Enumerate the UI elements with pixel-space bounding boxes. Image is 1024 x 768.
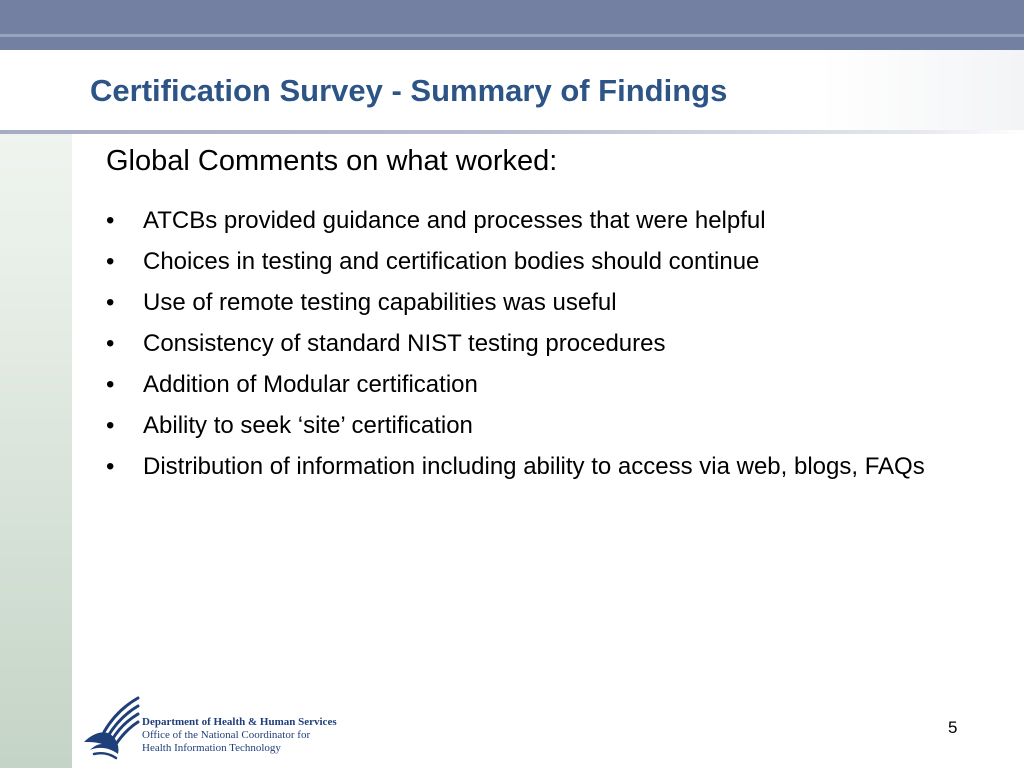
page-number: 5 xyxy=(948,718,958,737)
bullet-item xyxy=(106,450,926,483)
bullet-item xyxy=(106,409,926,442)
bullet-icon: • xyxy=(106,207,115,234)
bullet-text: ATCBs provided guidance and processes that were helpful xyxy=(143,207,766,234)
bullet-text: Addition of Modular certification xyxy=(143,371,478,398)
hhs-eagle-icon xyxy=(80,694,140,760)
bullet-text: Ability to seek ‘site’ certification xyxy=(143,412,473,439)
bullet-text: Use of remote testing capabilities was useful xyxy=(143,289,617,316)
left-gradient-strip xyxy=(0,50,72,768)
bullet-icon: • xyxy=(106,371,115,398)
bullet-icon: • xyxy=(106,289,115,316)
bullet-item xyxy=(106,245,926,278)
bullet-icon: • xyxy=(106,330,115,357)
bullet-icon: • xyxy=(106,412,115,439)
bullet-icon: • xyxy=(106,453,115,480)
org-name: Department of Health & Human Services xyxy=(142,716,337,728)
bullet-item xyxy=(106,327,926,360)
bullet-item xyxy=(106,286,926,319)
bullet-text: Choices in testing and certification bodies should continue xyxy=(143,248,760,275)
bullet-list xyxy=(106,204,926,491)
top-band-divider xyxy=(0,34,1024,37)
bullet-text: Distribution of information including ability to access via web, blogs, FAQs xyxy=(143,453,925,480)
title-underline xyxy=(0,130,1024,134)
section-heading: Global Comments on what worked: xyxy=(106,145,558,177)
org-office: Office of the National Coordinator for xyxy=(142,729,311,741)
logo-text xyxy=(142,716,337,755)
bullet-item xyxy=(106,204,926,237)
hhs-onc-logo xyxy=(76,690,342,764)
top-band xyxy=(0,0,1024,50)
bullet-item xyxy=(106,368,926,401)
org-office-name: Health Information Technology xyxy=(142,742,281,754)
bullet-icon: • xyxy=(106,248,115,275)
slide-title: Certification Survey - Summary of Findings xyxy=(90,73,728,108)
bullet-text: Consistency of standard NIST testing procedures xyxy=(143,330,666,357)
